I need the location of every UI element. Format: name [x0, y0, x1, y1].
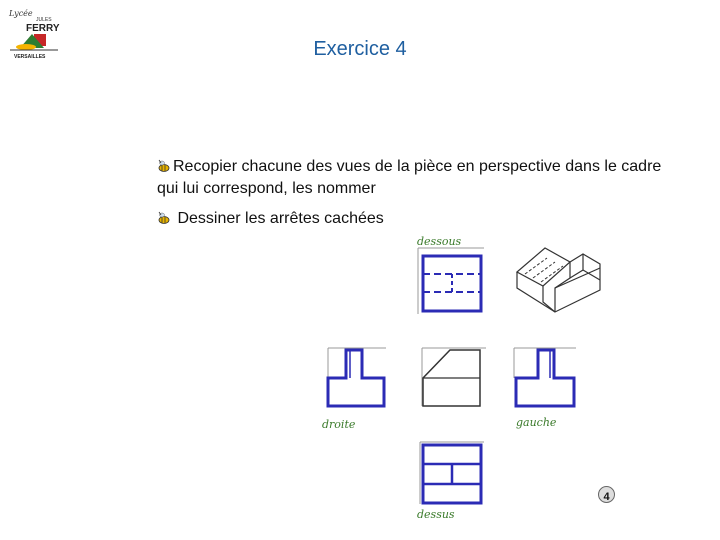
bee-bullet-icon	[157, 211, 171, 225]
page-number: 4	[603, 491, 610, 503]
instruction-1-text: Recopier chacune des vues de la pièce en perspective dans le cadre qui lui correspond, les nommer	[157, 158, 662, 197]
label-dessus: dessus	[417, 508, 455, 521]
bee-bullet-icon	[157, 159, 171, 173]
logo-brand-text: FERRY	[26, 23, 60, 34]
label-gauche: gauche	[516, 416, 557, 429]
instruction-2	[157, 208, 677, 230]
page-number-badge	[598, 486, 615, 503]
perspective-view	[515, 240, 605, 320]
logo-lycee-text: Lycée	[9, 9, 33, 18]
view-droite	[320, 346, 390, 410]
view-gauche	[512, 346, 582, 410]
view-dessous	[418, 248, 488, 318]
logo-city-text: VERSAILLES	[14, 54, 46, 60]
logo-jules-text: JULES	[36, 17, 52, 23]
label-droite: droite	[322, 418, 356, 431]
page-title: Exercice 4	[313, 38, 407, 60]
instruction-1	[157, 156, 677, 200]
instruction-2-text: Dessiner les arrêtes cachées	[177, 210, 384, 227]
view-dessus	[418, 440, 488, 506]
view-face	[420, 346, 490, 410]
label-dessous: dessous	[417, 235, 462, 248]
